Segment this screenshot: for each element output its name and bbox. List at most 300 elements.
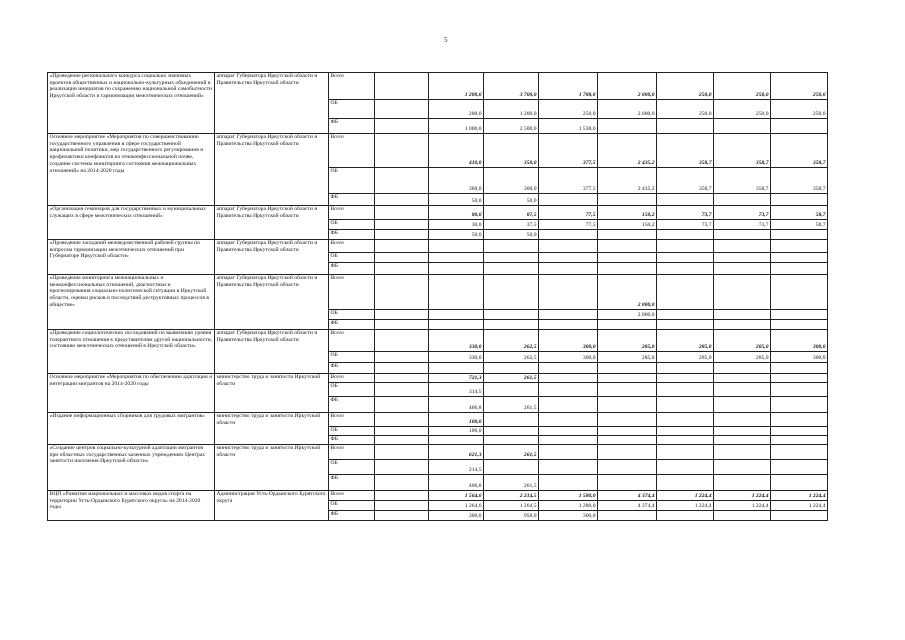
amount-cell — [598, 363, 657, 374]
amount-cell — [539, 363, 598, 374]
amount-cell: 3 700,0 — [484, 73, 539, 100]
amount-cell: 300,0 — [539, 330, 598, 352]
amount-cell — [771, 445, 828, 460]
amount-cell: 58,7 — [771, 220, 828, 230]
amount-cell — [657, 397, 714, 413]
amount-cell: 1 000,0 — [429, 119, 484, 134]
amount-cell — [429, 363, 484, 374]
amount-cell — [484, 253, 539, 263]
amount-cell: 358,7 — [657, 134, 714, 168]
amount-cell — [375, 460, 429, 475]
amount-cell: 2 000,0 — [598, 100, 657, 119]
funding-source: ФБ — [329, 263, 375, 275]
amount-cell — [657, 275, 714, 310]
amount-cell — [714, 511, 771, 521]
executor-name: аппарат Губернатора Иркутской области и Правительства Иркутской области — [215, 330, 329, 374]
amount-cell: 1 564,6 — [429, 491, 484, 501]
amount-cell: 80,0 — [429, 206, 484, 220]
amount-cell — [375, 240, 429, 253]
amount-cell — [539, 413, 598, 427]
funding-source: Всего — [329, 445, 375, 460]
amount-cell: 1 580,0 — [539, 491, 598, 501]
amount-cell: 261,5 — [484, 374, 539, 383]
amount-cell: 1 224,4 — [771, 501, 828, 511]
amount-cell: 314,5 — [429, 383, 484, 397]
amount-cell: 330,0 — [429, 352, 484, 363]
amount-cell — [375, 310, 429, 320]
amount-cell — [375, 230, 429, 240]
amount-cell — [375, 119, 429, 134]
amount-cell — [539, 263, 598, 275]
amount-cell: 1 224,4 — [714, 501, 771, 511]
amount-cell — [598, 263, 657, 275]
amount-cell: 100,0 — [429, 413, 484, 427]
amount-cell: 73,7 — [657, 206, 714, 220]
amount-cell: 261,5 — [484, 475, 539, 491]
amount-cell — [714, 230, 771, 240]
amount-cell — [657, 436, 714, 445]
amount-cell — [484, 240, 539, 253]
amount-cell: 1 224,4 — [657, 491, 714, 501]
amount-cell: 300,0 — [771, 352, 828, 363]
budget-table-body — [48, 73, 828, 521]
funding-source: Всего — [329, 134, 375, 168]
amount-cell: 1 200,0 — [429, 73, 484, 100]
amount-cell: 358,7 — [771, 168, 828, 194]
amount-cell: 250,0 — [657, 73, 714, 100]
executor-name: аппарат Губернатора Иркутской области и Правительства Иркутской области — [215, 73, 329, 134]
amount-cell — [598, 230, 657, 240]
amount-cell — [598, 475, 657, 491]
funding-source: ОБ — [329, 460, 375, 475]
amount-cell: 950,0 — [484, 511, 539, 521]
amount-cell — [375, 436, 429, 445]
amount-cell — [598, 240, 657, 253]
amount-cell — [714, 413, 771, 427]
amount-cell — [375, 413, 429, 427]
amount-cell — [375, 168, 429, 194]
amount-cell — [484, 310, 539, 320]
funding-source: ОБ — [329, 310, 375, 320]
amount-cell — [714, 460, 771, 475]
budget-row — [48, 134, 828, 168]
amount-cell: 50,0 — [484, 230, 539, 240]
amount-cell — [375, 445, 429, 460]
activity-name: «Проведение регионального конкурса социально значимых проектов общественных и национально-культурных объединений в реализации инициатив по сохранению национальной самобытности Иркутской области и гармонизации межэтнических отношений» — [48, 73, 215, 134]
funding-source: Всего — [329, 206, 375, 220]
funding-source: ОБ — [329, 253, 375, 263]
amount-cell: 285,0 — [714, 352, 771, 363]
amount-cell: 73,7 — [657, 220, 714, 230]
amount-cell: 285,0 — [598, 352, 657, 363]
amount-cell — [771, 460, 828, 475]
amount-cell — [375, 220, 429, 230]
executor-name: аппарат Губернатора Иркутской области и Правительства Иркутской области — [215, 206, 329, 240]
amount-cell: 250,0 — [539, 100, 598, 119]
amount-cell — [714, 263, 771, 275]
budget-row — [48, 275, 828, 310]
amount-cell — [657, 475, 714, 491]
amount-cell — [714, 194, 771, 206]
activity-name: «Создание центров социально-культурной адаптации мигрантов при областных государственных казенных учреждениях Центрах занятости населения Иркутской области» — [48, 445, 215, 491]
executor-name: аппарат Губернатора Иркутской области и Правительства Иркутской области — [215, 275, 329, 330]
funding-source: Всего — [329, 240, 375, 253]
amount-cell — [539, 310, 598, 320]
amount-cell — [657, 119, 714, 134]
budget-row — [48, 206, 828, 220]
activity-name: «Издание информационных сборников для трудовых мигрантов» — [48, 413, 215, 445]
amount-cell — [771, 310, 828, 320]
amount-cell: 1 200,0 — [484, 100, 539, 119]
amount-cell — [484, 320, 539, 330]
amount-cell — [714, 397, 771, 413]
funding-source: ОБ — [329, 100, 375, 119]
amount-cell: 73,7 — [714, 206, 771, 220]
amount-cell — [598, 397, 657, 413]
amount-cell — [484, 363, 539, 374]
amount-cell — [539, 427, 598, 436]
amount-cell — [771, 320, 828, 330]
funding-source: ФБ — [329, 397, 375, 413]
amount-cell: 300,0 — [771, 330, 828, 352]
amount-cell — [539, 475, 598, 491]
amount-cell: 77,5 — [539, 220, 598, 230]
amount-cell — [375, 73, 429, 100]
amount-cell: 1 224,4 — [657, 501, 714, 511]
amount-cell: 300,0 — [539, 352, 598, 363]
amount-cell — [598, 119, 657, 134]
amount-cell — [771, 374, 828, 383]
amount-cell — [771, 397, 828, 413]
amount-cell: 358,7 — [657, 168, 714, 194]
amount-cell — [429, 253, 484, 263]
amount-cell — [714, 253, 771, 263]
amount-cell — [375, 100, 429, 119]
amount-cell — [375, 501, 429, 511]
amount-cell: 262,5 — [484, 352, 539, 363]
funding-source: Всего — [329, 374, 375, 383]
amount-cell — [375, 511, 429, 521]
amount-cell — [714, 119, 771, 134]
amount-cell — [771, 363, 828, 374]
amount-cell — [657, 240, 714, 253]
amount-cell: 410,0 — [429, 134, 484, 168]
amount-cell: 250,0 — [771, 73, 828, 100]
amount-cell — [771, 119, 828, 134]
amount-cell — [375, 352, 429, 363]
activity-name: «Проведение мониторинга межнациональных и межконфессиональных отношений, диагностики и прогнозирования социально-политической ситуации в Иркутской области, оценки рисков и последствий деструктивных процессов в обществе» — [48, 275, 215, 330]
amount-cell: 100,0 — [429, 427, 484, 436]
funding-source: Всего — [329, 275, 375, 310]
amount-cell: 4 374,4 — [598, 491, 657, 501]
amount-cell — [539, 436, 598, 445]
amount-cell: 300,0 — [429, 511, 484, 521]
budget-row — [48, 445, 828, 460]
funding-source: Всего — [329, 491, 375, 501]
funding-source: ФБ — [329, 194, 375, 206]
amount-cell — [598, 511, 657, 521]
amount-cell — [598, 383, 657, 397]
funding-source: ФБ — [329, 511, 375, 521]
amount-cell — [598, 320, 657, 330]
amount-cell — [771, 436, 828, 445]
amount-cell — [375, 475, 429, 491]
amount-cell — [484, 427, 539, 436]
funding-source: ФБ — [329, 230, 375, 240]
amount-cell — [771, 194, 828, 206]
amount-cell — [539, 445, 598, 460]
activity-name: Основное мероприятие «Мероприятия по совершенствованию государственного управления в сфере государственной национальной политики, мер государственного регулирования и профилактики конфликтов на этноконфессиональной почве, создание системы мониторинга состояния межнациональных отношений» на 2014-2020 годы — [48, 134, 215, 206]
amount-cell — [771, 263, 828, 275]
amount-cell: 1 264,6 — [429, 501, 484, 511]
amount-cell — [429, 310, 484, 320]
amount-cell: 200,0 — [429, 100, 484, 119]
funding-source: ОБ — [329, 352, 375, 363]
amount-cell — [598, 374, 657, 383]
budget-row — [48, 491, 828, 501]
amount-cell — [375, 397, 429, 413]
activity-name: «Проведение заседаний межведомственной рабочей группы по вопросам гармонизации межэтнических отношений при Губернаторе Иркутской области» — [48, 240, 215, 275]
amount-cell: 30,0 — [429, 220, 484, 230]
amount-cell — [375, 374, 429, 383]
amount-cell — [484, 275, 539, 310]
amount-cell — [771, 240, 828, 253]
amount-cell — [598, 253, 657, 263]
amount-cell: 77,5 — [539, 206, 598, 220]
budget-row — [48, 330, 828, 352]
amount-cell: 1 280,0 — [539, 501, 598, 511]
amount-cell: 360,0 — [429, 168, 484, 194]
amount-cell: 2 214,5 — [484, 491, 539, 501]
amount-cell — [429, 436, 484, 445]
amount-cell — [598, 413, 657, 427]
amount-cell: 377,5 — [539, 134, 598, 168]
amount-cell: 2 435,2 — [598, 134, 657, 168]
amount-cell — [429, 240, 484, 253]
amount-cell — [771, 230, 828, 240]
amount-cell — [714, 363, 771, 374]
activity-name: Основное мероприятие «Мероприятия по обеспечению адаптации и интеграции мигрантов на 2014-2020 годы — [48, 374, 215, 413]
amount-cell: 37,5 — [484, 220, 539, 230]
page-number: 5 — [444, 36, 448, 44]
amount-cell — [484, 436, 539, 445]
amount-cell: 250,0 — [714, 73, 771, 100]
funding-source: ФБ — [329, 119, 375, 134]
amount-cell — [714, 310, 771, 320]
amount-cell: 1 788,0 — [539, 73, 598, 100]
budget-row — [48, 73, 828, 100]
amount-cell — [657, 230, 714, 240]
funding-source: Всего — [329, 73, 375, 100]
funding-source: ОБ — [329, 501, 375, 511]
amount-cell — [771, 383, 828, 397]
amount-cell: 250,0 — [714, 100, 771, 119]
executor-name: аппарат Губернатора Иркутской области и Правительства Иркутской области — [215, 240, 329, 275]
amount-cell — [375, 491, 429, 501]
amount-cell — [657, 253, 714, 263]
amount-cell — [598, 445, 657, 460]
amount-cell: 261,5 — [484, 445, 539, 460]
amount-cell: 300,0 — [539, 511, 598, 521]
amount-cell — [714, 427, 771, 436]
amount-cell: 358,7 — [771, 134, 828, 168]
amount-cell — [657, 460, 714, 475]
activity-name: «Проведение социологических исследований по выявлению уровня толерантного отношения к представителям другой национальности, состоянию межэтнических отношений в Иркутской области» — [48, 330, 215, 374]
amount-cell: 358,7 — [714, 134, 771, 168]
amount-cell: 50,0 — [429, 230, 484, 240]
executor-name: аппарат Губернатора Иркутской области и Правительства Иркутской области — [215, 134, 329, 206]
amount-cell — [539, 240, 598, 253]
amount-cell: 1 264,5 — [484, 501, 539, 511]
funding-source: Всего — [329, 413, 375, 427]
amount-cell: 300,0 — [484, 168, 539, 194]
amount-cell — [771, 475, 828, 491]
amount-cell — [539, 194, 598, 206]
amount-cell: 261,5 — [484, 397, 539, 413]
executor-name: министерство труда и занятости Иркутской области — [215, 374, 329, 413]
executor-name: министерство труда и занятости Иркутской области — [215, 413, 329, 445]
amount-cell — [657, 363, 714, 374]
amount-cell — [771, 253, 828, 263]
amount-cell — [657, 263, 714, 275]
amount-cell: 262,5 — [484, 330, 539, 352]
amount-cell: 330,0 — [429, 330, 484, 352]
executor-name: Администрация Усть-Ордынского Бурятского округа — [215, 491, 329, 521]
amount-cell — [429, 320, 484, 330]
funding-source: ОБ — [329, 168, 375, 194]
amount-cell — [375, 363, 429, 374]
amount-cell: 1 224,4 — [714, 491, 771, 501]
amount-cell — [539, 320, 598, 330]
amount-cell — [539, 230, 598, 240]
amount-cell — [539, 397, 598, 413]
amount-cell — [598, 427, 657, 436]
amount-cell — [429, 275, 484, 310]
funding-source: ОБ — [329, 427, 375, 436]
amount-cell: 1 224,4 — [771, 491, 828, 501]
budget-table — [47, 72, 828, 521]
amount-cell: 406,8 — [429, 475, 484, 491]
activity-name: ВЦП «Развитие национальных и массовых видов спорта на территории Усть-Ордынского Бурятского округа» на 2014-2020 годы — [48, 491, 215, 521]
amount-cell — [539, 383, 598, 397]
amount-cell — [375, 320, 429, 330]
amount-cell: 621,3 — [429, 445, 484, 460]
funding-source: ФБ — [329, 320, 375, 330]
amount-cell — [598, 436, 657, 445]
amount-cell — [657, 427, 714, 436]
amount-cell: 2 500,0 — [484, 119, 539, 134]
amount-cell: 285,0 — [657, 352, 714, 363]
amount-cell — [771, 427, 828, 436]
amount-cell: 87,5 — [484, 206, 539, 220]
amount-cell — [539, 374, 598, 383]
amount-cell — [657, 194, 714, 206]
amount-cell — [714, 240, 771, 253]
amount-cell — [375, 263, 429, 275]
amount-cell — [771, 511, 828, 521]
amount-cell: 377,5 — [539, 168, 598, 194]
amount-cell — [375, 194, 429, 206]
amount-cell: 50,0 — [429, 194, 484, 206]
funding-source: ОБ — [329, 383, 375, 397]
funding-source: Всего — [329, 330, 375, 352]
amount-cell — [771, 413, 828, 427]
amount-cell — [539, 460, 598, 475]
amount-cell — [375, 253, 429, 263]
amount-cell — [375, 383, 429, 397]
amount-cell — [657, 310, 714, 320]
amount-cell: 2 000,0 — [598, 310, 657, 320]
executor-name: министерство труда и занятости Иркутской области — [215, 445, 329, 491]
amount-cell — [714, 383, 771, 397]
amount-cell — [539, 253, 598, 263]
amount-cell: 50,0 — [484, 194, 539, 206]
amount-cell: 285,0 — [657, 330, 714, 352]
amount-cell — [375, 275, 429, 310]
amount-cell — [484, 460, 539, 475]
amount-cell — [657, 511, 714, 521]
activity-name: «Организация семинаров для государственных и муниципальных служащих в сфере межэтнических отношений» — [48, 206, 215, 240]
amount-cell — [714, 436, 771, 445]
amount-cell: 150,2 — [598, 220, 657, 230]
amount-cell: 214,5 — [429, 460, 484, 475]
amount-cell — [484, 413, 539, 427]
amount-cell — [375, 206, 429, 220]
amount-cell — [714, 320, 771, 330]
amount-cell — [714, 275, 771, 310]
amount-cell: 285,0 — [714, 330, 771, 352]
funding-source: ФБ — [329, 363, 375, 374]
amount-cell: 58,7 — [771, 206, 828, 220]
funding-source: ФБ — [329, 475, 375, 491]
amount-cell — [771, 275, 828, 310]
amount-cell: 73,7 — [714, 220, 771, 230]
amount-cell — [375, 134, 429, 168]
amount-cell — [657, 413, 714, 427]
budget-row — [48, 413, 828, 427]
amount-cell: 2 000,0 — [598, 275, 657, 310]
amount-cell: 150,2 — [598, 206, 657, 220]
budget-row — [48, 374, 828, 383]
amount-cell — [539, 275, 598, 310]
amount-cell: 350,0 — [484, 134, 539, 168]
amount-cell — [657, 445, 714, 460]
amount-cell — [484, 263, 539, 275]
amount-cell — [429, 263, 484, 275]
amount-cell: 4 374,4 — [598, 501, 657, 511]
amount-cell — [375, 427, 429, 436]
amount-cell — [598, 460, 657, 475]
amount-cell — [657, 320, 714, 330]
amount-cell — [657, 383, 714, 397]
amount-cell: 250,0 — [771, 100, 828, 119]
amount-cell — [714, 445, 771, 460]
amount-cell: 358,7 — [714, 168, 771, 194]
amount-cell: 1 538,0 — [539, 119, 598, 134]
amount-cell — [657, 374, 714, 383]
amount-cell: 285,0 — [598, 330, 657, 352]
amount-cell — [484, 383, 539, 397]
amount-cell: 2 435,2 — [598, 168, 657, 194]
amount-cell: 406,8 — [429, 397, 484, 413]
amount-cell — [714, 374, 771, 383]
amount-cell — [375, 330, 429, 352]
amount-cell — [598, 194, 657, 206]
funding-source: ФБ — [329, 436, 375, 445]
budget-row — [48, 240, 828, 253]
amount-cell: 2 000,0 — [598, 73, 657, 100]
funding-source: ОБ — [329, 220, 375, 230]
